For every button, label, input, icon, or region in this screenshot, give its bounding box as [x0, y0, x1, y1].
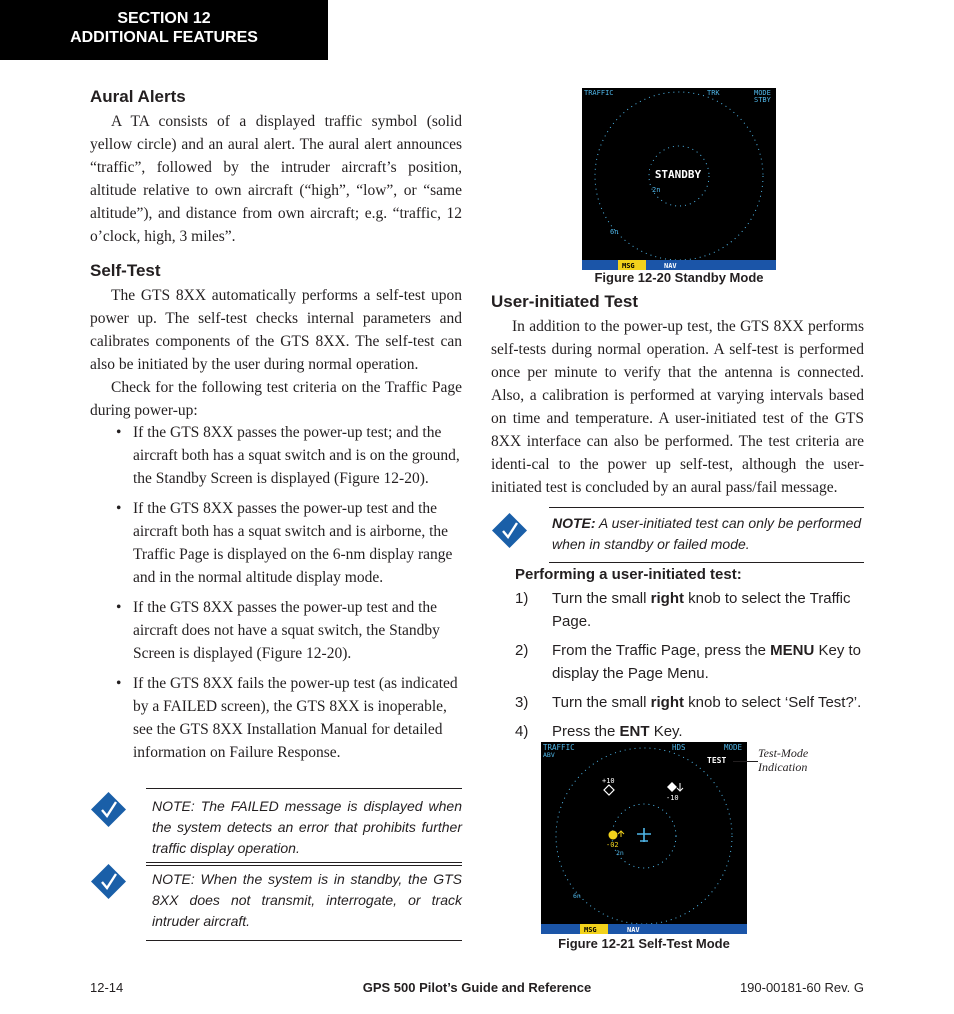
callout-line: Indication — [758, 760, 808, 774]
test-mode-callout — [758, 746, 808, 774]
screen-label-trk: TRK — [707, 89, 720, 97]
note-divider — [146, 862, 462, 863]
callout-leader-line — [733, 761, 758, 762]
screen-label-abv: ABV — [543, 751, 555, 759]
note-standby: NOTE: When the system is in standby, the GTS 8XX does not transmit, interrogate, or track intruder aircraft. — [152, 871, 462, 929]
step-key: ENT — [619, 723, 650, 740]
aural-alerts-paragraph: A TA consists of a displayed traffic symbol (solid yellow circle) and an aural alert. The aural alert announces “traffic”, followed by the intruder aircraft’s position, altitude relative to own aircraft (“high”, “low”, or “same altitude”), and distance from own aircraft; e.g. “traffic, 12 o’clock, high, 3 miles”. — [90, 113, 462, 245]
screen-label-mode: MODE — [724, 743, 743, 752]
note-text: A user-initiated test can only be performed when in standby or failed mode. — [552, 515, 862, 552]
range-label-2nm: 2n — [652, 186, 661, 194]
procedure-step — [515, 691, 865, 714]
note-rule-bottom — [146, 940, 462, 941]
standby-mode-screen — [582, 88, 776, 270]
list-item-text: If the GTS 8XX passes the power-up test; and the aircraft both has a squat switch and is on the ground, the Standby Screen is displayed (Figure 12-20). — [133, 424, 460, 487]
user-initiated-test-text — [491, 315, 864, 499]
list-item-text: If the GTS 8XX fails the power-up test (as indicated by a FAILED screen), the GTS 8XX is inoperable, see the GTS 8XX Installation Manual for detailed information on Failure Response. — [133, 675, 458, 761]
self-test-paragraph-1: The GTS 8XX automatically performs a self-test upon power up. The self-test checks internal parameters and calibrates components of the GTS 8XX. The self-test can also be initiated by the user during normal operation. — [90, 287, 462, 373]
step-text: Turn the small — [552, 694, 651, 711]
nav-label: NAV — [664, 262, 677, 270]
step-key: right — [650, 590, 684, 607]
page-number: 12-14 — [90, 980, 124, 995]
traffic-advisory-symbol — [609, 831, 618, 840]
note-divider — [146, 865, 462, 866]
step-text: Press the — [552, 723, 620, 740]
step-key: MENU — [770, 642, 815, 659]
self-test-mode-screen — [541, 742, 747, 934]
screen-label-stby: STBY — [754, 96, 771, 104]
nav-label: NAV — [627, 926, 640, 934]
note-rule-top — [549, 507, 864, 508]
screen-label-hds: HDS — [672, 743, 686, 752]
screen-label-mode: MODE — [754, 89, 771, 97]
range-label-2nm: 2n — [616, 849, 624, 857]
note-failed: NOTE: The FAILED message is displayed when the system detects an error that prohibits further traffic display operation. — [152, 798, 462, 856]
note-rule-bottom — [549, 562, 864, 563]
note-prefix: NOTE: — [552, 515, 596, 531]
list-item-text: If the GTS 8XX passes the power-up test and the aircraft does not have a squat switch, the Standby Screen is displayed (Figure 12-20). — [133, 599, 440, 662]
bullet-marker: • — [116, 675, 122, 692]
note-icon — [491, 512, 528, 549]
figure-caption-self-test: Figure 12-21 Self-Test Mode — [558, 936, 730, 951]
procedure-steps — [515, 587, 865, 749]
bullet-marker: • — [116, 599, 122, 616]
procedure-step — [515, 587, 865, 633]
callout-line: Test-Mode — [758, 746, 809, 760]
step-number: 1) — [515, 590, 529, 607]
range-label-6nm: 6n — [573, 892, 581, 900]
test-criteria-list — [90, 421, 462, 771]
list-item — [90, 497, 462, 589]
bullet-marker: • — [116, 500, 122, 517]
msg-label: MSG — [584, 926, 597, 934]
step-text: Key. — [649, 723, 683, 740]
document-number: 190-00181-60 Rev. G — [739, 980, 864, 995]
list-item — [90, 672, 462, 764]
step-number: 4) — [515, 723, 529, 740]
range-label-6nm: 6n — [610, 228, 619, 236]
standby-label: STANDBY — [654, 168, 702, 181]
traffic-altitude-m10: -10 — [666, 794, 679, 802]
list-item — [90, 596, 462, 665]
procedure-heading: Performing a user-initiated test: — [515, 566, 742, 583]
step-text: knob to select ‘Self Test?’. — [683, 694, 862, 711]
step-number: 2) — [515, 642, 529, 659]
section-title: ADDITIONAL FEATURES — [70, 29, 258, 46]
screen-label-traffic: TRAFFIC — [584, 89, 614, 97]
self-test-heading: Self-Test — [90, 261, 161, 280]
note-icon — [90, 863, 127, 900]
test-mode-label: TEST — [707, 756, 727, 765]
user-initiated-test-paragraph: In addition to the power-up test, the GTS 8XX performs self-tests during normal operation. A self-test is performed once per minute to verify that the antenna is connected. Also, a calibration is performed at varying intervals based on time and temperature. A user-initiated test of the GTS 8XX interface can also be performed. The test criteria are identi-cal to the power up self-test, although the user-initiated test is concluded by an aural pass/fail message. — [491, 318, 864, 496]
list-item — [90, 421, 462, 490]
msg-label: MSG — [622, 262, 635, 270]
list-item-text: If the GTS 8XX passes the power-up test and the aircraft both has a squat switch and is airborne, the Traffic Page is displayed on the 6-nm display range and in the normal altitude display mode. — [133, 500, 453, 586]
step-text: knob to select the Traffic Page. — [552, 590, 851, 630]
softkey-bar — [541, 924, 747, 934]
user-initiated-test-heading: User-initiated Test — [491, 292, 639, 311]
step-number: 3) — [515, 694, 529, 711]
section-banner — [0, 0, 328, 60]
note-rule-top — [146, 788, 462, 789]
step-text: Key to display the Page Menu. — [552, 642, 862, 682]
figure-caption-standby: Figure 12-20 Standby Mode — [594, 270, 764, 285]
procedure-step — [515, 720, 865, 743]
footer-title: GPS 500 Pilot’s Guide and Reference — [362, 980, 592, 995]
bullet-marker: • — [116, 424, 122, 441]
aural-alerts-text — [90, 110, 462, 248]
note-icon — [90, 791, 127, 828]
self-test-text — [90, 284, 462, 422]
traffic-altitude-p10: +10 — [602, 777, 615, 785]
screen-label-traffic: TRAFFIC — [543, 743, 575, 752]
procedure-step — [515, 639, 865, 685]
aural-alerts-heading: Aural Alerts — [90, 87, 186, 106]
section-number: SECTION 12 — [117, 10, 211, 27]
traffic-altitude-m02: -02 — [606, 841, 619, 849]
self-test-paragraph-2: Check for the following test criteria on the Traffic Page during power-up: — [90, 379, 462, 419]
step-text: From the Traffic Page, press the — [552, 642, 771, 659]
step-key: right — [650, 694, 684, 711]
note-user-test — [552, 513, 866, 555]
step-text: Turn the small — [552, 590, 651, 607]
softkey-bar — [582, 260, 776, 270]
